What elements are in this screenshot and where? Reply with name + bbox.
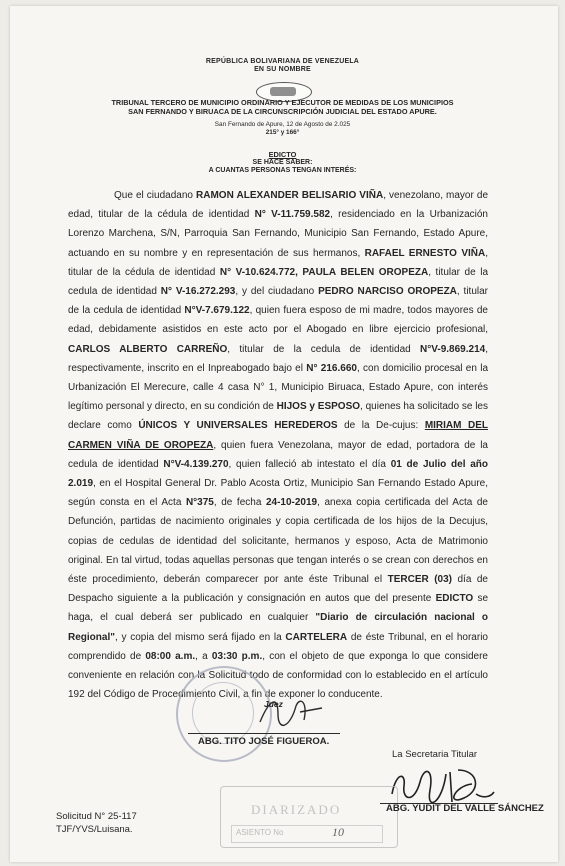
asiento-number: 10 [332, 825, 344, 839]
republic-heading: REPÚBLICA BOLIVARIANA DE VENEZUELA [205, 58, 360, 65]
court-line-1: TRIBUNAL TERCERO DE MUNICIPIO ORDINARIO Y EJECUTOR DE MEDIDAS DE LOS MUNICIPIOS [111, 98, 454, 107]
diarizado-text: DIARIZADO [251, 802, 342, 817]
judge-label: Juez [264, 699, 283, 709]
initials-line: TJF/YVS/Luisana. [56, 824, 133, 835]
solicitud-number: Solicitud N° 25-117 [56, 811, 137, 822]
asiento-box [231, 825, 383, 843]
court-name [0, 99, 565, 116]
date-place: San Fernando de Apure, 12 de Agosto de 2.025 [214, 121, 351, 128]
hace-saber-line: SE HACE SABER: [252, 159, 313, 166]
diarizado-stamp [220, 786, 398, 848]
in-name-heading: EN SU NOMBRE [254, 66, 311, 73]
edict-paragraph: Que el ciudadano RAMON ALEXANDER BELISARIO VIÑA, venezolano, mayor de edad, titular de la cédula de identidad N° V-11.759.582, residenciado en la Urbanización Lorenzo Marchena, S/N, Parroquia San Fernando, Municipio San Fernando, Estado Apure, actuando en su nombre y en representación de sus hermanos, RAFAEL ERNESTO VIÑA, titular de la cédula de identidad N° V-10.624.772, PAULA BELEN OROPEZA, titular de la cedula de identidad N° V-16.272.293, y del ciudadano PEDRO NARCISO OROPEZA, titular de la cedula de identidad N°V-7.679.122, quien fuera esposo de mi madre, todos mayores de edad, debidamente asistidos en este acto por el Abogado en libre ejercicio profesional, CARLOS ALBERTO CARREÑO, titular de la cedula de identidad N°V-9.869.214, respectivamente, inscrito en el Inpreabogado bajo el N° 216.660, con domicilio procesal en la Urbanización El Merecure, calle 4 casa N° 1, Municipio Biruaca, Estado Apure, con interés legítimo personal y directo, en su condición de HIJOS y ESPOSO, quienes ha solicitado se les declare como ÚNICOS Y UNIVERSALES HEREDEROS de la De-cujus: MIRIAM DEL CARMEN VIÑA DE OROPEZA, quien fuera Venezolana, mayor de edad, portadora de la cedula de identidad N°V-4.139.270, quien falleció ab intestato el día 01 de Julio del año 2.019, en el Hospital General Dr. Pablo Acosta Ortiz, Municipio San Fernando Estado Apure, según consta en el Acta N°375, de fecha 24-10-2019, anexa copia certificada del Acta de Defunción, partidas de nacimiento originales y copia certificada de los hijos de la Decujus, copias de cedulas de identidad del solicitante, hermanos y esposo, Acta de Matrimonio original. En tal virtud, todas aquellas personas que tengan interés o se crean con derechos en éste procedimiento, deberán comparecer por ante éste Tribunal el TERCER (03) día de Despacho siguiente a la publicación y consignación en autos que del presente EDICTO se haga, el cual deberá ser publicado en cualquier "Diario de circulación nacional o Regional", y copia del mismo será fijado en la CARTELERA de éste Tribunal, en el horario comprendido de 08:00 a.m., a 03:30 p.m., con el objeto de que exponga lo que considere conveniente en relación con la Solicitud todo de conformidad con lo establecido en el artículo 192 del Código de Procedimiento Civil, a fin de exponer lo conducente. [68, 190, 489, 701]
judge-signature-line [188, 733, 340, 734]
edicto-title: EDICTO [268, 150, 297, 159]
secretary-title: La Secretaria Titular [392, 749, 478, 760]
court-line-2: SAN FERNANDO Y BIRUACA DE LA CIRCUNSCRIPCIÓN JUDICIAL DEL ESTADO APURE. [128, 106, 437, 116]
secretary-name: ABG. YUDIT DEL VALLE SÁNCHEZ [386, 803, 544, 814]
judge-name: ABG. TITO JOSÉ FIGUEROA. [198, 736, 330, 747]
edict-body [68, 186, 488, 704]
judge-signature [256, 692, 326, 732]
years-line: 215° y 166° [265, 129, 300, 136]
a-cuantas-line: A CUANTAS PERSONAS TENGAN INTERÉS: [208, 167, 357, 174]
asiento-label: ASIENTO No [236, 828, 284, 837]
